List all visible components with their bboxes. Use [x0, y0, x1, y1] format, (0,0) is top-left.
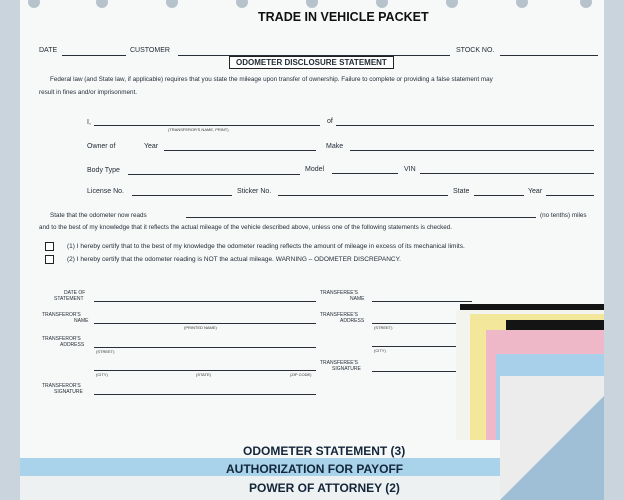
owner-of-label: Owner of [87, 143, 116, 150]
state-label: State [453, 188, 470, 195]
model-label: Model [305, 166, 325, 173]
authorization-for-payoff-form-label[interactable]: AUTHORIZATION FOR PAYOFF [226, 462, 404, 476]
transferor-signature-label-2: SIGNATURE [54, 389, 83, 395]
punch-hole [28, 0, 40, 8]
section-title: ODOMETER DISCLOSURE STATEMENT [229, 56, 394, 69]
date-label: DATE [39, 47, 58, 54]
transferee-signature-label-1: TRANSFEREE'S [320, 360, 358, 366]
punch-hole [516, 0, 528, 8]
transferor-street-field[interactable] [94, 347, 316, 348]
odometer-reads-suffix: (no tenths) miles [540, 212, 587, 219]
i-label: I, [87, 119, 91, 126]
sticker-no-label: Sticker No. [237, 188, 272, 195]
zip-caption: (ZIP CODE) [290, 372, 312, 377]
transferee-address-label-2: ADDRESS [340, 318, 365, 324]
make-field[interactable] [350, 150, 594, 151]
certify-mechanical-limit-checkbox[interactable] [45, 242, 54, 251]
transferor-address-label-1: TRANSFEROR'S [42, 336, 81, 342]
year-field[interactable] [164, 150, 316, 151]
vin-field[interactable] [420, 173, 594, 174]
of-label: of [327, 118, 333, 125]
odometer-statement-line: and to the best of my knowledge that it reflects the actual mileage of the vehicle described above, unless one of the following statements is checked. [39, 224, 453, 231]
punch-hole [446, 0, 458, 8]
state-field[interactable] [474, 195, 524, 196]
date-of-statement-label-2: STATEMENT [54, 296, 84, 302]
transferor-name-label-2: NAME [74, 318, 89, 324]
punch-hole [376, 0, 388, 8]
transferee-name-label-1: TRANSFEREE'S [320, 290, 358, 296]
transferor-name-label-1: TRANSFEROR'S [42, 312, 81, 318]
city2-caption: (CITY) [374, 348, 386, 353]
transferor-printed-name-field[interactable] [94, 323, 316, 324]
intro-line-2: result in fines and/or imprisonment. [39, 89, 137, 96]
sticker-no-field[interactable] [278, 195, 448, 196]
sheet-corner-fold [500, 376, 604, 500]
printed-name-caption: (PRINTED NAME) [184, 325, 217, 330]
customer-label: CUSTOMER [130, 47, 170, 54]
certify-mechanical-limit-text: (1) I hereby certify that to the best of my knowledge the odometer reading reflects the amount of mileage in excess of its mechanical limits. [67, 243, 465, 250]
license-no-field[interactable] [132, 195, 232, 196]
transferee-address-label-1: TRANSFEREE'S [320, 312, 358, 318]
certify-not-actual-text: (2) I hereby certify that the odometer reading is NOT the actual mileage. WARNING – ODOMETER DISCREPANCY. [67, 256, 401, 263]
transferor-city-state-zip-field[interactable] [94, 370, 316, 371]
transferor-name-caption: (TRANSFEROR'S NAME, PRINT) [168, 127, 229, 132]
punch-hole [306, 0, 318, 8]
date-of-statement-field[interactable] [94, 301, 316, 302]
transferee-signature-label-2: SIGNATURE [332, 366, 361, 372]
street-caption: (STREET) [96, 349, 115, 354]
model-field[interactable] [332, 173, 398, 174]
punch-hole [166, 0, 178, 8]
odometer-reads-prefix: State that the odometer now reads [50, 212, 147, 219]
date-field[interactable] [62, 55, 126, 56]
transferee-name-label-2: NAME [350, 296, 365, 302]
punch-hole [580, 0, 592, 8]
body-type-field[interactable] [128, 174, 300, 175]
punch-hole [96, 0, 108, 8]
transferor-address-label-2: ADDRESS [60, 342, 85, 348]
power-of-attorney-form-label[interactable]: POWER OF ATTORNEY (2) [249, 481, 400, 495]
vin-label: VIN [404, 166, 416, 173]
city-caption: (CITY) [96, 372, 108, 377]
body-type-label: Body Type [87, 167, 120, 174]
transferor-signature-label-1: TRANSFEROR'S [42, 383, 81, 389]
year2-label: Year [528, 188, 543, 195]
packet-title: TRADE IN VEHICLE PACKET [258, 10, 429, 24]
state-caption: (STATE) [196, 372, 211, 377]
license-no-label: License No. [87, 188, 124, 195]
intro-line-1: Federal law (and State law, if applicable) requires that you state the mileage upon transfer of ownership. Failure to complete or providing a false statement may [50, 76, 493, 83]
punch-hole [236, 0, 248, 8]
date-of-statement-label-1: DATE OF [64, 290, 86, 296]
transferee-name-field[interactable] [372, 301, 472, 302]
of-field[interactable] [336, 125, 594, 126]
year2-field[interactable] [546, 195, 594, 196]
stock-field[interactable] [500, 55, 598, 56]
year-label: Year [144, 143, 159, 150]
odometer-reading-field[interactable] [186, 217, 536, 218]
certify-not-actual-checkbox[interactable] [45, 255, 54, 264]
street2-caption: (STREET) [374, 325, 393, 330]
transferor-name-field[interactable] [94, 125, 320, 126]
odometer-statement-form-label[interactable]: ODOMETER STATEMENT (3) [243, 444, 406, 458]
stock-label: STOCK NO. [456, 47, 495, 54]
transferor-signature-field[interactable] [94, 394, 316, 395]
make-label: Make [326, 143, 344, 150]
